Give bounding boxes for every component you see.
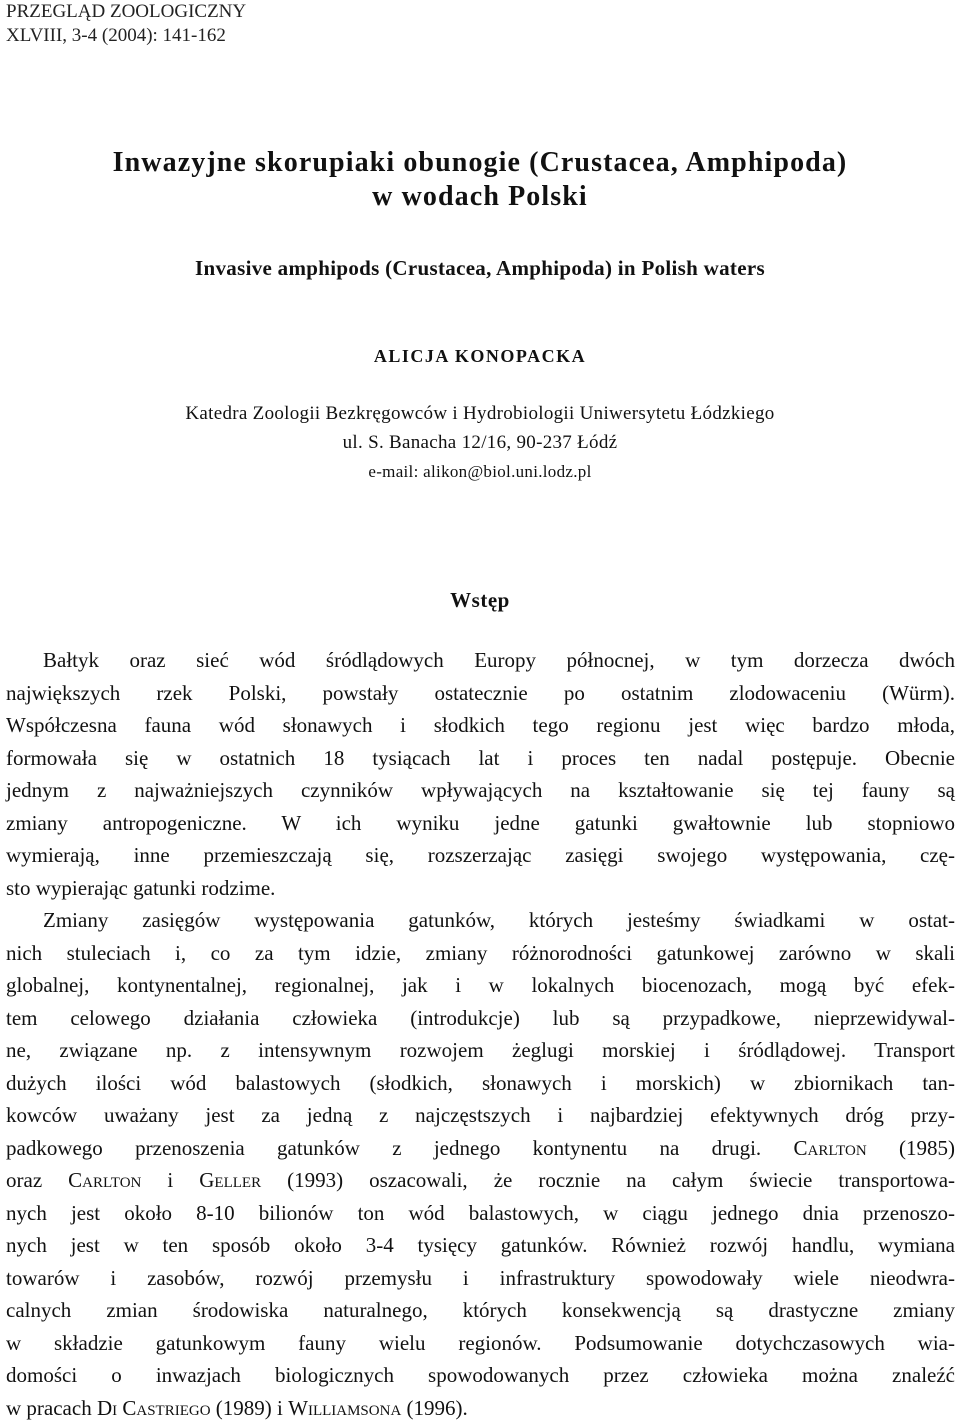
- address: ul. S. Banacha 12/16, 90-237 Łódź: [0, 428, 960, 457]
- text-line: dużych ilości wód balastowych (słodkich, słonawych i morskich) w zbiornikach tan-: [6, 1067, 955, 1100]
- body-text: [6, 644, 955, 1424]
- text-line: Bałtyk oraz sieć wód śródlądowych Europy północnej, w tym dorzecza dwóch: [6, 644, 955, 677]
- text-line: największych rzek Polski, powstały ostatecznie po ostatnim zlodowaceniu (Würm).: [6, 677, 955, 710]
- text-segment: (1989) i: [216, 1396, 283, 1420]
- paragraph-2: [6, 904, 955, 1424]
- text-line: calnych zmian środowiska naturalnego, których konsekwencją są drastyczne zmiany: [6, 1294, 955, 1327]
- text-line: nych jest około 8-10 bilionów ton wód balastowych, w ciągu jednego dnia przenoszo-: [6, 1197, 955, 1230]
- text-line: nich stuleciach i, co za tym idzie, zmiany różnorodności gatunkowej zarówno w skali: [6, 937, 955, 970]
- text-line: domości o inwazjach biologicznych spowodowanych przez człowieka można znaleźć: [6, 1359, 955, 1392]
- text-line: w składzie gatunkowym fauny wielu regionów. Podsumowanie dotychczasowych wia-: [6, 1327, 955, 1360]
- text-segment: w pracach: [6, 1396, 92, 1420]
- text-segment: i: [167, 1168, 173, 1192]
- text-line: jednym z najważniejszych czynników wpływających na kształtowanie się tej fauny są: [6, 774, 955, 807]
- text-line: tem celowego działania człowieka (introdukcje) lub są przypadkowe, nieprzewidywal-: [6, 1002, 955, 1035]
- text-segment: padkowego przenoszenia gatunków z jednego kontynentu na drugi.: [6, 1136, 761, 1160]
- text-line: [6, 1132, 955, 1165]
- english-title: Invasive amphipods (Crustacea, Amphipoda) in Polish waters: [0, 255, 960, 281]
- title-line-1: Inwazyjne skorupiaki obunogie (Crustacea, Amphipoda): [0, 146, 960, 180]
- text-line: Współczesna fauna wód słonawych i słodkich tego regionu jest więc bardzo młoda,: [6, 709, 955, 742]
- text-line: towarów i zasobów, rozwój przemysłu i infrastruktury spowodowały wiele nieodwra-: [6, 1262, 955, 1295]
- journal-volume: XLVIII, 3-4 (2004): 141-162: [6, 24, 246, 48]
- text-line: sto wypierając gatunki rodzime.: [6, 872, 955, 905]
- text-line: formowała się w ostatnich 18 tysiącach lat i proces ten nadal postępuje. Obecnie: [6, 742, 955, 775]
- journal-name: PRZEGLĄD ZOOLOGICZNY: [6, 0, 246, 24]
- section-heading: Wstęp: [0, 586, 960, 614]
- paragraph-1: [6, 644, 955, 904]
- journal-header: [6, 0, 246, 48]
- author-affiliation: [0, 399, 960, 486]
- text-line: ne, związane np. z intensywnym rozwojem żeglugi morskiej i śródlądowej. Transport: [6, 1034, 955, 1067]
- text-line: [6, 1392, 955, 1424]
- author-name: ALICJA KONOPACKA: [0, 344, 960, 368]
- text-segment: (1985): [899, 1136, 955, 1160]
- citation-dicastri: Di Castriego: [97, 1396, 211, 1420]
- citation-carlton: Carlton: [68, 1168, 141, 1192]
- text-line: nych jest w ten sposób około 3-4 tysięcy gatunków. Również rozwój handlu, wymiana: [6, 1229, 955, 1262]
- text-line: Zmiany zasięgów występowania gatunków, których jesteśmy świadkami w ostat-: [6, 904, 955, 937]
- text-line: wymierają, inne przemieszczają się, rozszerzając zasięgi swojego występowania, czę-: [6, 839, 955, 872]
- citation-geller: Geller: [199, 1168, 261, 1192]
- email-address: alikon@biol.uni.lodz.pl: [423, 462, 591, 481]
- email-line: [0, 457, 960, 486]
- email-label: e-mail:: [368, 462, 418, 481]
- text-segment: oraz: [6, 1168, 42, 1192]
- citation-carlton: Carlton: [794, 1136, 867, 1160]
- article-title: [0, 146, 960, 214]
- title-line-2: w wodach Polski: [0, 180, 960, 214]
- text-line: [6, 1164, 955, 1197]
- text-segment: (1993) oszacowali, że rocznie na całym świecie transportowa-: [287, 1168, 955, 1192]
- department: Katedra Zoologii Bezkręgowców i Hydrobiologii Uniwersytetu Łódzkiego: [0, 399, 960, 428]
- text-line: zmiany antropogeniczne. W ich wyniku jedne gatunki gwałtownie lub stopniowo: [6, 807, 955, 840]
- text-segment: (1996).: [407, 1396, 468, 1420]
- citation-williamson: Williamsona: [288, 1396, 401, 1420]
- text-line: kowców uważany jest za jedną z najczęstszych i najbardziej efektywnych dróg przy-: [6, 1099, 955, 1132]
- text-line: globalnej, kontynentalnej, regionalnej, jak i w lokalnych biocenozach, mogą być efek-: [6, 969, 955, 1002]
